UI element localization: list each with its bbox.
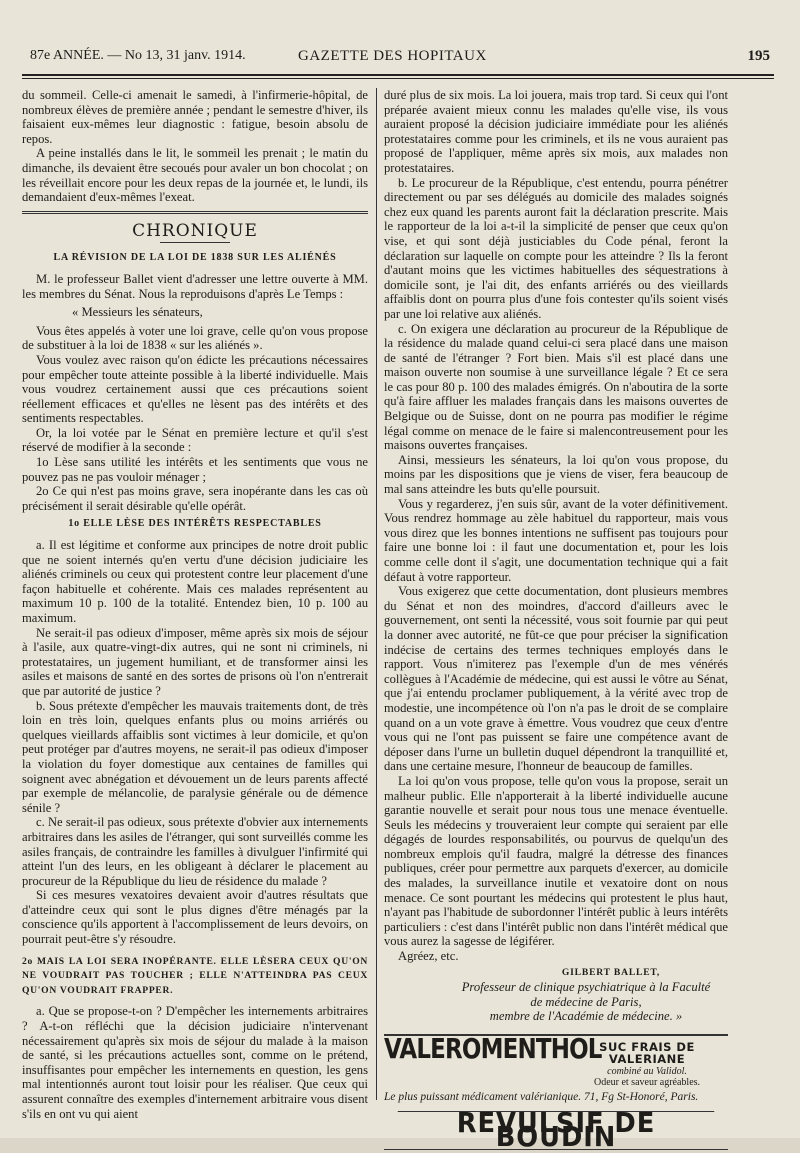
paragraph: Agréez, etc.	[398, 949, 459, 964]
paragraph: Vous exigerez que cette documentation, dont plusieurs membres du Sénat et non des moindres, d'accord d'ailleurs avec le gouvernement, ont senti la nécessité, vous soit fournie par qui peut la donner avec autorité, ne fût-ce que pour préciser la signification indécise de certains des termes techniques employés dans le rapport. Vous n'imiterez pas l'exemple d'un de mes vénérés collègues à l'Académie de médecine, qui est aussi le vôtre au Sénat, que j'ai entendu proclamer publiquement, à la vérité avec trop de modestie, une incompétence où l'on n'a pas le droit de se complaire quand on a un vote grave à émettre. Vous voudrez que ceux d'entre vous qui ne l'ont pas puissent se faire une compétence avant de déposer dans l'urne un bulletin duquel dépendront la tranquillité et, dans une certaine mesure, l'honneur de beaucoup de familles.	[384, 584, 728, 774]
heading-1: 1o ELLE LÈSE DES INTÉRÊTS RESPECTABLES	[68, 518, 322, 530]
article-subtitle: LA RÉVISION DE LA LOI DE 1838 SUR LES ALIÉNÉS	[53, 252, 337, 264]
paragraph: b. Sous prétexte d'empêcher les mauvais traitements dont, de très loin en très loin, quelques enfants plus ou moins arriérés ou quelques vieillards affaiblis sont victimes à leur domicile, et qu'on peut protéger par d'autres moyens, ne serait-il pas odieux d'imposer la violation du foyer domestique aux centaines de familles qui soignent avec abnégation et dévouement un de leurs parents affecté par exemple de mélancolie, de paralysie générale ou de démence sénile ?	[22, 698, 368, 815]
column-divider	[376, 88, 377, 1100]
section-title: CHRONIQUE	[132, 220, 258, 241]
paragraph: a. Que se propose-t-on ? D'empêcher les internements arbitraires ? A-t-on réfléchi que la décision judiciaire n'intervenant nécessairement qu'après six mois de séjour du malade à la maison de santé, si les précautions actuelles sont, comme on le prétend, insuffisantes pour empêcher les internements en question, les gens mal intentionnés auront tout loisir pour les réaliser. Que ceux qui assurent connaître des exemples d'internement arbitraire vous disent s'ils en ont vu qui aient	[22, 1004, 368, 1121]
ad-details	[582, 1042, 712, 1088]
signature-title: de médecine de Paris,	[530, 994, 642, 1009]
heading-2: 2o MAIS LA LOI SERA INOPÉRANTE. ELLE LÈSERA CEUX QU'ON NE VOUDRAIT PAS TOUCHER ; ELLE N'ATTEINDRA PAS CEUX QU'ON VOUDRAIT FRAPPER.	[22, 955, 368, 996]
paragraph: c. On exigera une déclaration au procureur de la République de la résidence du malade quand celui-ci sera placé dans une maison de santé de l'étranger ? Fort bien. Mais s'il est placé dans une maison ouverte non soumise à une surveillance légale ? Et ce sera le cas pour 80 p. 100 des malades émigrés. On n'aboutira de la sorte qu'à faire affluer les malades français dans les maisons ouvertes de Belgique ou de Suisse, dont on ne pourra pas modifier le régime légal comme on menace de le faire si malencontreusement pour les maisons ouvertes françaises.	[384, 321, 728, 453]
intro-paragraph: A peine installés dans le lit, le sommeil les prenait ; le matin du dimanche, ils devaient être secoués pour avaler un bon chocolat ; on les réveillait encore pour les deux repas de la journée et, le lundi, ils demandaient d'eux-mêmes l'exeat.	[22, 146, 368, 205]
article-lead: M. le professeur Ballet vient d'adresser une lettre ouverte à MM. les membres du Sénat. Nous la reproduisons d'après Le Temps :	[22, 271, 368, 301]
salutation: « Messieurs les sénateurs,	[72, 305, 203, 320]
paragraph: Vous voulez avec raison qu'on édicte les précautions nécessaires pour empêcher toute atteinte possible à la liberté individuelle. Mais vous voudrez certainement aussi que ces précautions soient réellement efficaces et qu'elles ne lèsent pas des intérêts et des sentiments respectables.	[22, 352, 368, 426]
ad-brand: VALEROMENTHOL	[384, 1032, 602, 1065]
paragraph: Ainsi, messieurs les sénateurs, la loi qu'on vous propose, du moins par les dispositions que je viens de viser, fera beaucoup de mal sans atteindre les buts qu'elle poursuit.	[384, 452, 728, 497]
signature-block	[384, 966, 728, 1024]
paragraph: Or, la loi votée par le Sénat en première lecture et qu'il s'est réservé de modifier à la seconde :	[22, 425, 368, 455]
journal-title: GAZETTE DES HOPITAUX	[298, 48, 487, 64]
title-underline	[160, 242, 230, 243]
issue-info: 87e ANNÉE. — No 13, 31 janv. 1914.	[30, 48, 246, 63]
ad-tagline: Le plus puissant médicament valérianique. 71, Fg St-Honoré, Paris.	[384, 1091, 699, 1103]
right-column	[384, 88, 728, 1153]
intro-paragraph: du sommeil. Celle-ci amenait le samedi, à l'infirmerie-hôpital, de nombreux élèves de première année ; pendant le semestre d'hiver, ils faisaient eux-mêmes leur diagnostic : fatigue, besoin absolu de repos.	[22, 88, 368, 146]
paragraph: 2o Ce qui n'est pas moins grave, sera inopérante dans les cas où précisément il serait désirable qu'elle opérât.	[22, 484, 368, 513]
ornament-rule	[384, 1149, 728, 1150]
ad-line: combiné au Validol.	[607, 1066, 687, 1077]
paragraph: 1o Lèse sans utilité les intérêts et les sentiments que vous ne pouvez pas ne pas vouloir ménager ;	[22, 455, 368, 484]
page-number: 195	[747, 48, 770, 64]
paragraph: Vous êtes appelés à voter une loi grave, celle qu'on vous propose de substituer à la loi de 1838 « sur les aliénés ».	[22, 323, 368, 353]
paragraph: duré plus de six mois. La loi jouera, mais trop tard. Si ceux qui l'ont préparée avaient mieux connu les malades qu'elle vise, ils vous auraient proposé la décision judiciaire immédiate pour les aliénés protestataires comme pour les criminels, et ils ne vous auraient pas proposé de l'appliquer, même après six mois, aux malades non protestataires.	[384, 88, 728, 175]
paragraph: Si ces mesures vexatoires devaient avoir d'autres résultats que d'atteindre ceux qui sont le plus dignes d'être ménagés par la conscience qu'ils apportent à l'accomplissement de leurs devoirs, on pourrait peut-être s'y résoudre.	[22, 888, 368, 947]
valeromenthol-ad	[384, 1034, 728, 1105]
left-column	[22, 88, 368, 1121]
running-header	[30, 48, 770, 70]
ad-headline: SUC FRAIS DE VALERIANE	[599, 1040, 695, 1066]
section-separator	[22, 211, 368, 216]
header-rule	[22, 74, 774, 79]
paragraph: La loi qu'on vous propose, telle qu'on vous la propose, serait un malheur public. Elle n'apporterait à la liberté individuelle aucune garantie nouvelle et serait pour nous tous une menace éventuelle. Seuls les médecins y trouveraient leur compte qui seraient par elle dégagés de lourdes responsabilités, ou pourvus de quelqu'un des nombreux emplois qu'il faudra, malgré la détresse des finances publiques, créer pour permettre aux parquets d'exercer, au domicile des malades, la surveillance inutile et vexatoire dont on nous menace. Ce sont pourtant les médecins qui protestent le plus haut, n'ayant pas l'habitude de subordonner l'intérêt public à leurs intérêts particuliers : c'est dans l'intérêt public non dans l'intérêt médical que vous aurez la sagesse de légiférer.	[384, 773, 728, 949]
paragraph: c. Ne serait-il pas odieux, sous prétexte d'obvier aux internements arbitraires dans les asiles de l'étranger, qui sont surveillés comme les asiles français, de contraindre les familles à divulguer l'infirmité qui atteint l'un des leurs, en les obligeant à déclarer le placement au procureur de la République du lieu de résidence du malade ?	[22, 815, 368, 888]
signature-name: GILBERT BALLET,	[561, 966, 661, 978]
revulsif-ad: REVULSIF DE BOUDIN	[398, 1111, 714, 1145]
paragraph: Vous y regarderez, j'en suis sûr, avant de la voter définitivement. Vous rendrez hommage au zèle habituel du rapporteur, mais vous vous direz que les bonnes intentions ne suffisent pas toujours pour faire une bonne loi : il faut une documentation et, pour les lois comme celle dont il s'agit, une documentation technique qui a fait défaut à votre rapporteur.	[384, 496, 728, 584]
paragraph: a. Il est légitime et conforme aux principes de notre droit public que ne soient internés qu'en vertu d'une décision judiciaire les aliénés criminels ou ceux qui protestent contre leur placement d'une façon habituelle et cohérente. Mais ces malades représentent au maximum 10 p. 100 de la totalité. Entendez bien, 10 p. 100 au maximum.	[22, 538, 368, 625]
paragraph: Ne serait-il pas odieux d'imposer, même après six mois de séjour à l'asile, aux quatre-vingt-dix autres, qui ne sont ni criminels, ni protestataires, un jugement humiliant, et de transformer ainsi les asiles et maisons de santé en des sortes de prisons où l'on n'entrerait que par autorité de justice ?	[22, 625, 368, 698]
signature-title: membre de l'Académie de médecine. »	[489, 1009, 683, 1024]
paragraph: b. Le procureur de la République, c'est entendu, pourra pénétrer directement ou par ses délégués au domicile des malades soignés chez eux quand les parents auront fait la déclaration prescrite. Mais le rapporteur de la loi a-t-il la simplicité de penser que ceux qu'on vise, et qui sont déjà justiciables du Code pénal, feront la déclaration sur laquelle on compte pour les atteindre ? Ils la feront d'autant moins que les victimes habituelles des séquestrations à domicile sont, je l'ai dit, des enfants arriérés ou des vieillards affaiblis dont on pourra plus d'une fois contester qu'ils soient visés par une loi relative aux aliénés.	[384, 175, 728, 321]
signature-title: Professeur de clinique psychiatrique à la Faculté	[461, 980, 711, 995]
ad-line: Odeur et saveur agréables.	[593, 1077, 701, 1088]
